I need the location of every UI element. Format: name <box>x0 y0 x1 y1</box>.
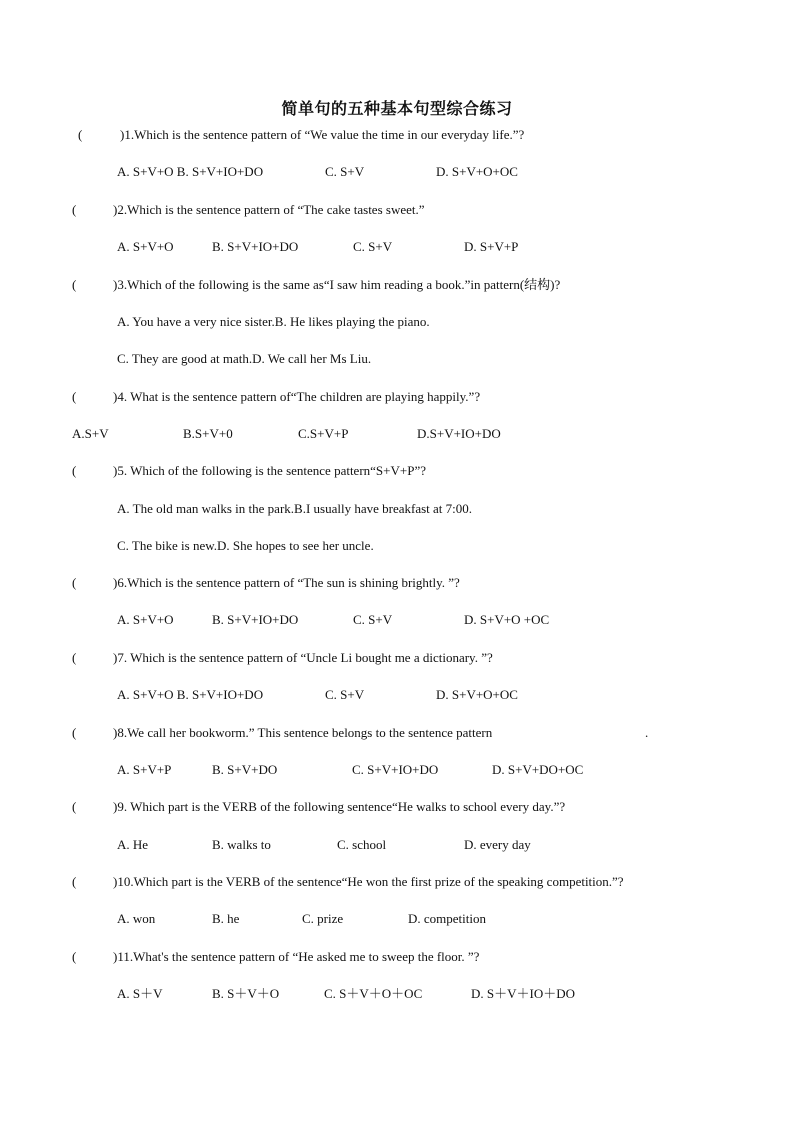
option-a: A. He <box>117 837 149 852</box>
option-d: D. competition <box>408 911 486 926</box>
answer-paren: ( <box>72 725 77 740</box>
question-text: )6.Which is the sentence pattern of “The sun is shining brightly. ”? <box>113 575 460 590</box>
question-text: )5. Which of the following is the sentence pattern“S+V+P”? <box>113 463 426 478</box>
option-c: C. prize <box>302 911 344 926</box>
question-text: )1.Which is the sentence pattern of “We value the time in our everyday life.”? <box>120 127 525 142</box>
question-text: )2.Which is the sentence pattern of “The cake tastes sweet.” <box>113 202 425 217</box>
answer-paren: ( <box>72 277 77 292</box>
answer-paren: ( <box>78 127 83 142</box>
option-d: D. S+V+O+OC <box>436 164 518 179</box>
option-ab: A. S+V+O B. S+V+IO+DO <box>117 164 264 179</box>
question-text: )3.Which of the following is the same as“I saw him reading a book.”in pattern(结构)? <box>113 277 561 292</box>
question-text: )11.What's the sentence pattern of “He asked me to sweep the floor. ”? <box>113 949 480 964</box>
blank-period: . <box>645 725 649 740</box>
option-b: B. he <box>212 911 240 926</box>
answer-paren: ( <box>72 575 77 590</box>
option-b: B.S+V+0 <box>183 426 233 441</box>
option-ab: A. You have a very nice sister.B. He likes playing the piano. <box>117 314 430 329</box>
question-text: )10.Which part is the VERB of the sentence“He won the first prize of the speaking competition.”? <box>113 874 624 889</box>
question-text: )4. What is the sentence pattern of“The children are playing happily.”? <box>113 389 481 404</box>
option-c: C. S＋V＋O＋OC <box>324 986 423 1001</box>
option-b: B. S+V+IO+DO <box>212 612 299 627</box>
option-d: D. every day <box>464 837 531 852</box>
option-a: A. S+V+P <box>117 762 172 777</box>
answer-paren: ( <box>72 202 77 217</box>
option-cd: C. The bike is new.D. She hopes to see her uncle. <box>117 538 374 553</box>
option-d: D. S+V+P <box>464 239 519 254</box>
option-b: B. S＋V＋O <box>212 986 280 1001</box>
answer-paren: ( <box>72 463 77 478</box>
option-b: B. S+V+DO <box>212 762 278 777</box>
option-c: C. S+V <box>353 239 393 254</box>
option-ab: A. The old man walks in the park.B.I usually have breakfast at 7:00. <box>117 501 473 516</box>
option-d: D. S+V+DO+OC <box>492 762 584 777</box>
answer-paren: ( <box>72 650 77 665</box>
question-text: )7. Which is the sentence pattern of “Uncle Li bought me a dictionary. ”? <box>113 650 493 665</box>
option-ab: A. S+V+O B. S+V+IO+DO <box>117 687 264 702</box>
option-d: D. S+V+O+OC <box>436 687 518 702</box>
option-d: D.S+V+IO+DO <box>417 426 501 441</box>
option-a: A. S+V+O <box>117 239 174 254</box>
option-d: D. S＋V＋IO＋DO <box>471 986 576 1001</box>
question-text: )9. Which part is the VERB of the following sentence“He walks to school every day.”? <box>113 799 566 814</box>
answer-paren: ( <box>72 799 77 814</box>
option-a: A. S+V+O <box>117 612 174 627</box>
option-a: A.S+V <box>72 426 109 441</box>
option-b: B. walks to <box>212 837 271 852</box>
option-b: B. S+V+IO+DO <box>212 239 299 254</box>
option-c: C.S+V+P <box>298 426 349 441</box>
option-c: C. S+V <box>325 687 365 702</box>
option-c: C. school <box>337 837 387 852</box>
answer-paren: ( <box>72 949 77 964</box>
page-title: 简单句的五种基本句型综合练习 <box>281 99 513 118</box>
option-a: A. won <box>117 911 156 926</box>
option-c: C. S+V <box>325 164 365 179</box>
option-a: A. S＋V <box>117 986 163 1001</box>
option-d: D. S+V+O +OC <box>464 612 550 627</box>
option-cd: C. They are good at math.D. We call her Ms Liu. <box>117 351 372 366</box>
question-text: )8.We call her bookworm.” This sentence belongs to the sentence pattern <box>113 725 493 740</box>
option-c: C. S+V+IO+DO <box>352 762 439 777</box>
answer-paren: ( <box>72 874 77 889</box>
answer-paren: ( <box>72 389 77 404</box>
option-c: C. S+V <box>353 612 393 627</box>
